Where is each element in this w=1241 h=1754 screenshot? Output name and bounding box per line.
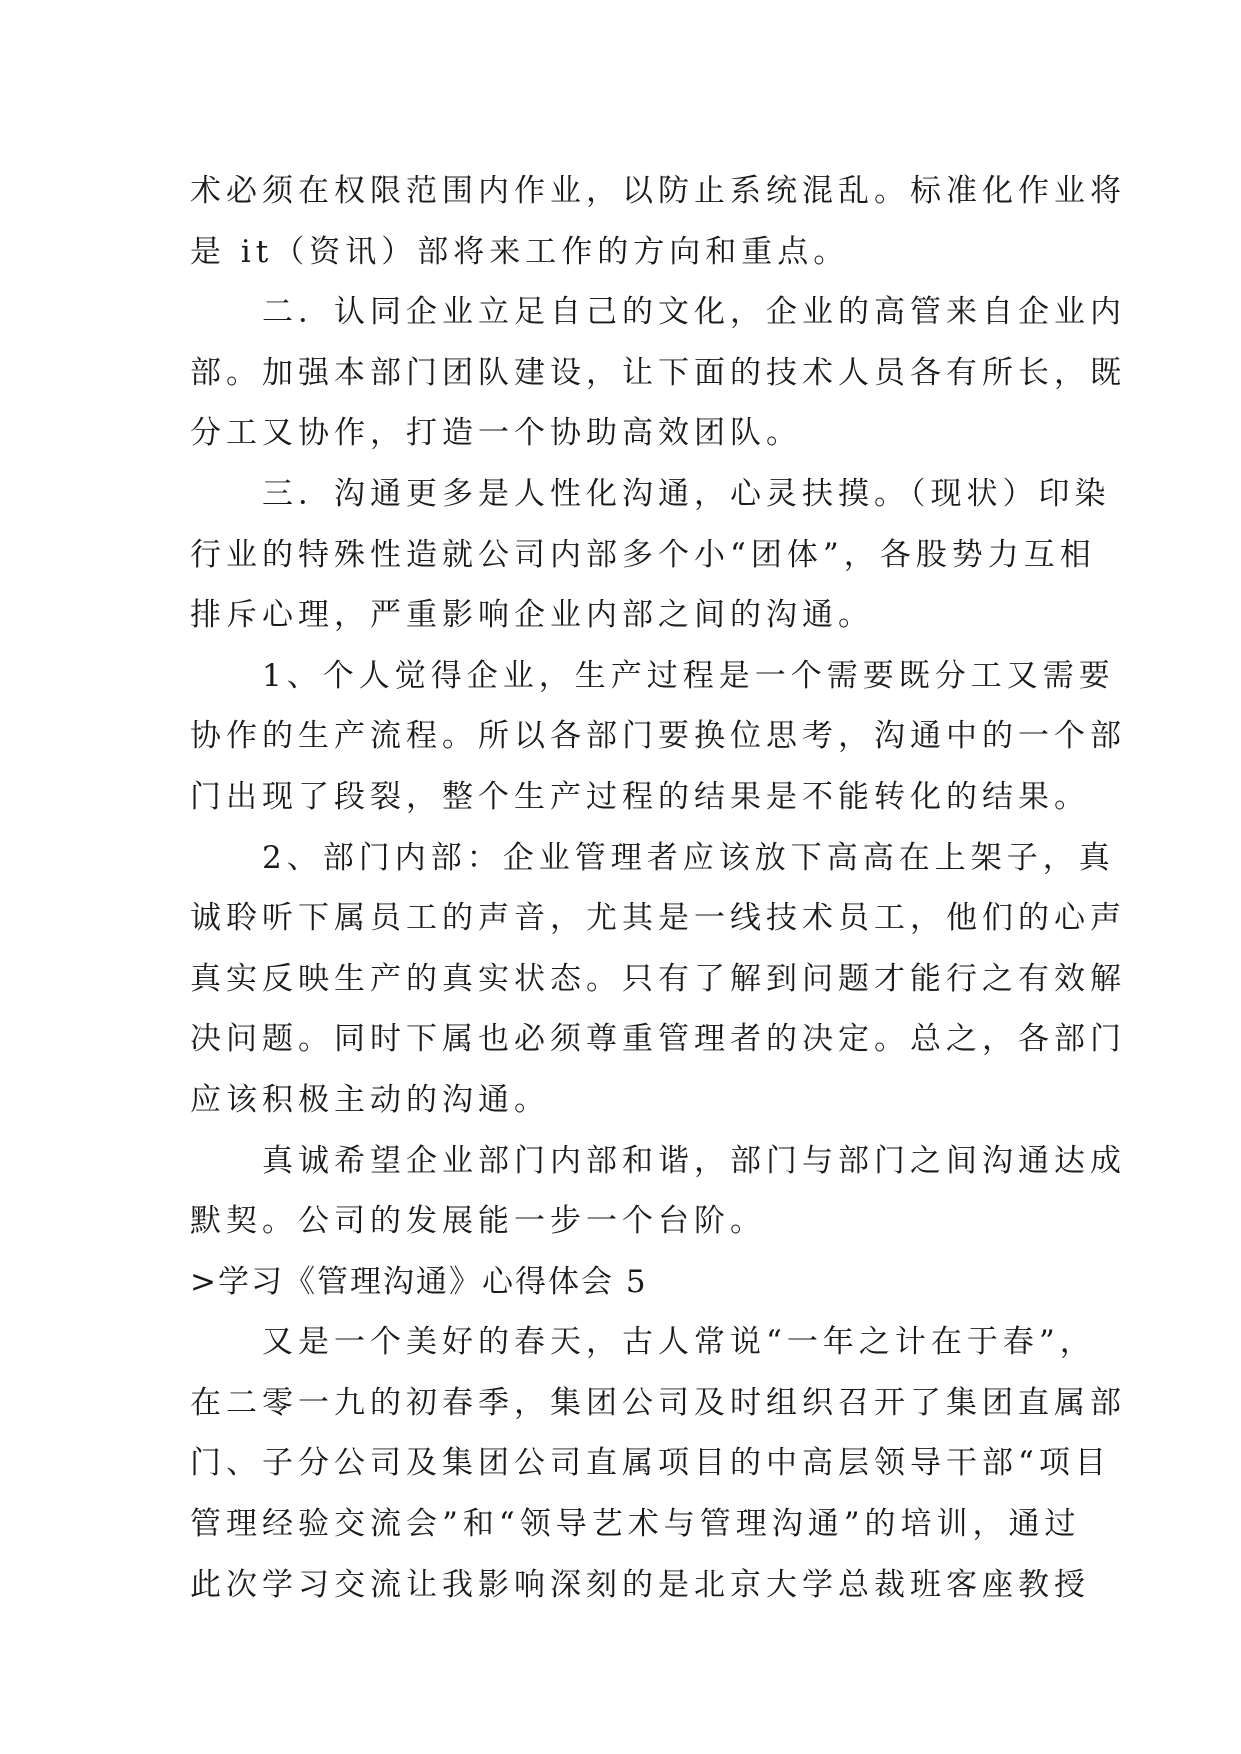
text-line: 决问题。同时下属也必须尊重管理者的决定。总之，各部门 (190, 1021, 1126, 1058)
text-line: 部。加强本部门团队建设，让下面的技术人员各有所长，既 (190, 354, 1126, 391)
text-line: 又是一个美好的春天，古人常说“一年之计在于春”， (262, 1324, 1096, 1361)
text-line: 管理经验交流会”和“领导艺术与管理沟通”的培训，通过 (190, 1506, 1081, 1543)
document-body (190, 161, 1126, 1615)
text-line: 门出现了段裂，整个生产过程的结果是不能转化的结果。 (190, 778, 1090, 815)
text-line: 此次学习交流让我影响深刻的是北京大学总裁班客座教授 (190, 1566, 1090, 1603)
text-line: 三．沟通更多是人性化沟通，心灵扶摸。（现状）印染 (262, 475, 1111, 512)
text-line: 真实反映生产的真实状态。只有了解到问题才能行之有效解 (190, 960, 1126, 997)
text-line: 真诚希望企业部门内部和谐，部门与部门之间沟通达成 (262, 1142, 1126, 1179)
text-line: 二．认同企业立足自己的文化，企业的高管来自企业内 (262, 294, 1126, 331)
text-line: 行业的特殊性造就公司内部多个小“团体”，各股势力互相 (190, 536, 1096, 573)
text-line: 默契。公司的发展能一步一个台阶。 (190, 1203, 766, 1240)
text-line: 术必须在权限范围内作业，以防止系统混乱。标准化作业将 (190, 173, 1126, 209)
text-line: 协作的生产流程。所以各部门要换位思考，沟通中的一个部 (190, 718, 1126, 755)
text-line: 在二零一九的初春季，集团公司及时组织召开了集团直属部 (190, 1384, 1126, 1421)
text-line: 诚聆听下属员工的声音，尤其是一线技术员工，他们的心声 (190, 900, 1126, 937)
text-line: 排斥心理，严重影响企业内部之间的沟通。 (190, 597, 874, 634)
text-line: 是 it（资讯）部将来工作的方向和重点。 (190, 233, 850, 270)
text-line: 2、部门内部：企业管理者应该放下高高在上架子，真 (262, 839, 1115, 876)
text-line: 应该积极主动的沟通。 (190, 1081, 550, 1118)
text-line: 1、个人觉得企业，生产过程是一个需要既分工又需要 (262, 657, 1115, 694)
text-line: 分工又协作，打造一个协助高效团队。 (190, 415, 802, 452)
text-line: 门、子分公司及集团公司直属项目的中高层领导干部“项目 (190, 1445, 1111, 1482)
section-heading: >学习《管理沟通》心得体会 5 (190, 1263, 648, 1300)
